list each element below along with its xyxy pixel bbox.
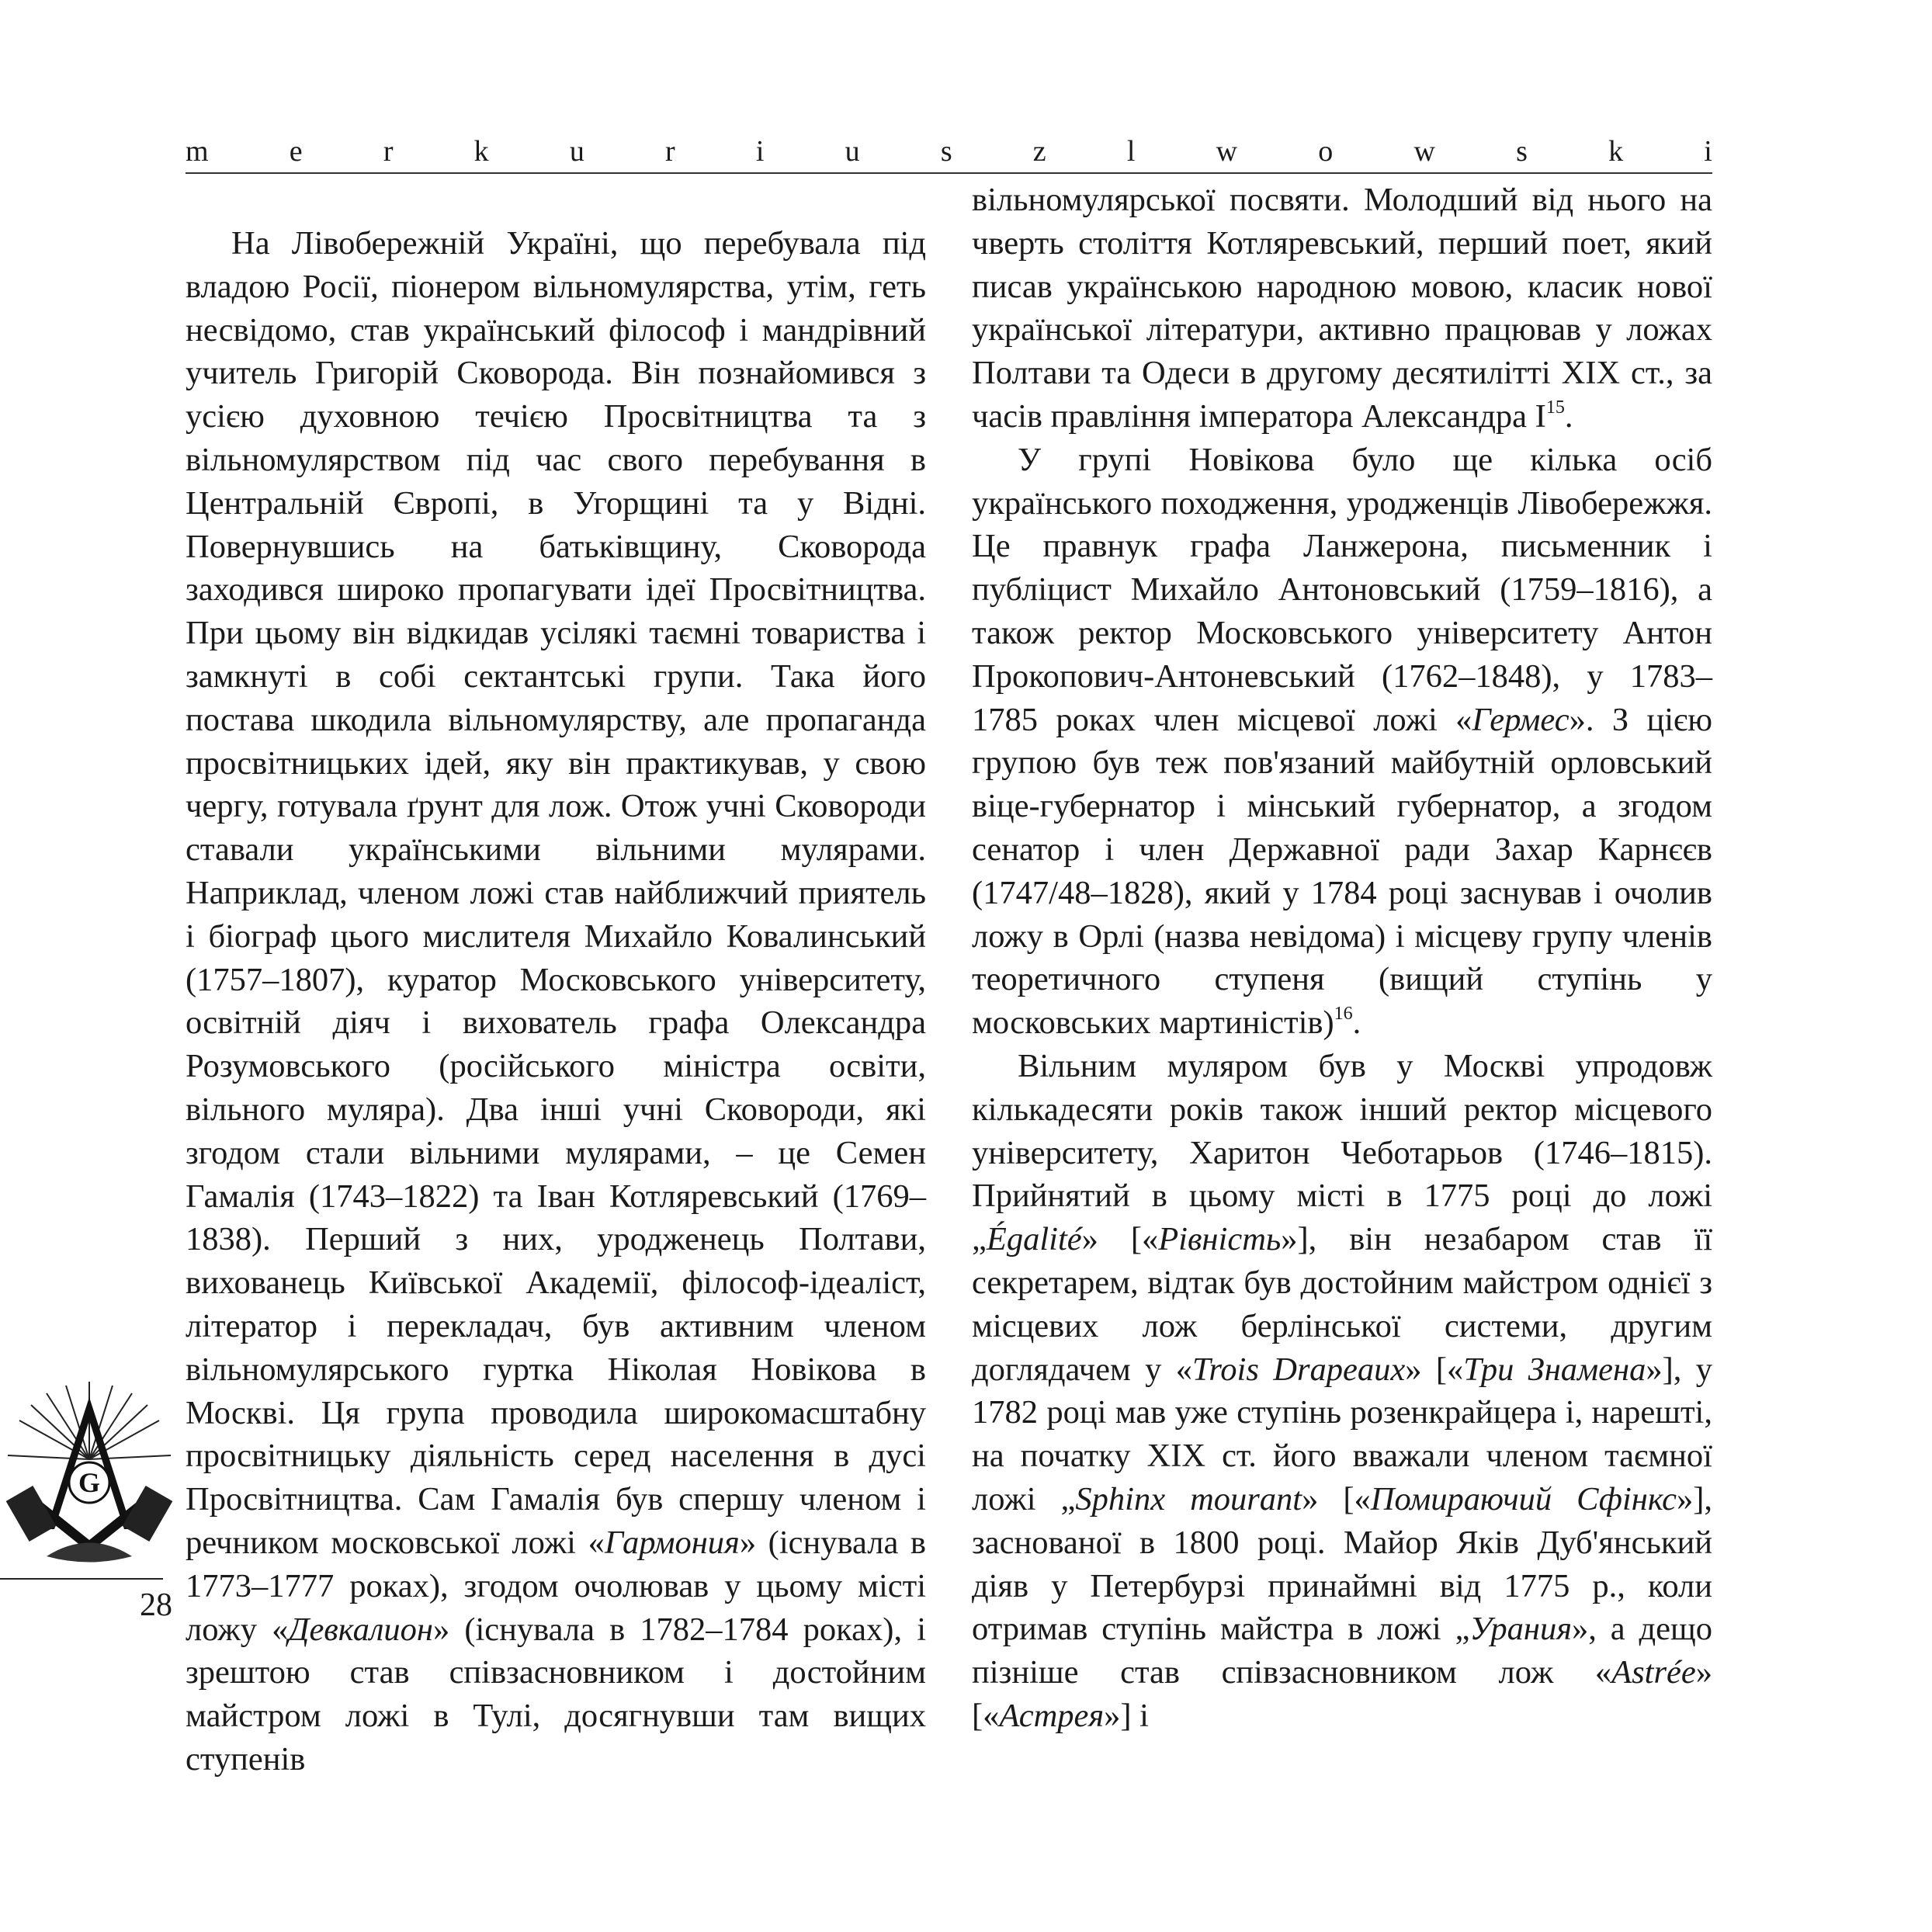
right-column (972, 179, 1713, 1734)
paragraph: вільномулярської посвяти. Молодший від нього на чверть століття Котляревський, перший поет, який писав українською народною мовою, класик нової української літератури, активно працював у ложах Полтави та Одеси в другому десятилітті XIX ст., за часів правління імператора Александра $I^{15}$. (972, 182, 1712, 435)
running-head-letter: r (383, 135, 394, 168)
running-head (186, 132, 1712, 171)
masonic-square-compass-icon (0, 1374, 179, 1576)
running-head-letter: r (665, 135, 675, 168)
running-head-letter: l (1126, 135, 1136, 168)
side-rule (0, 1578, 163, 1580)
running-head-letter: w (1413, 135, 1435, 168)
paragraph: На Лівобережній Україні, що перебувала під владою Росії, піонером вільномулярства, утім, геть несвідомо, став український філософ і мандрівний учитель Григорій Сковорода. Він познайомився з усією духовною течією Просвітництва та з вільномулярством під час свого перебування в Центральній Європі, в Угорщині та у Відні. Повернувшись на батьківщину, Сковорода заходився широко пропагувати ідеї Просвітництва. При цьому він відкидав усілякі таємні товариства і замкнуті в собі сектантські групи. Така його постава шкодила вільномулярству, але пропаганда просвітницьких ідей, яку він практикував, у свою чергу, готувала ґрунт для лож. Отож учні Сковороди ставали українськими вільними мулярами. Наприклад, членом ложі став найближчий приятель і біограф цього мислителя Михайло Ковалинський (1757–1807), куратор Московського університету, освітній діяч і вихователь графа Олександра Розумовського (російського міністра освіти, вільного муляра). Два інші учні Сковороди, які згодом стали вільними мулярами, – це Семен Гамалія (1743–1822) та Іван Котляревський (1769–1838). Перший з них, уродженець Полтави, вихованець Київської Академії, філософ-ідеаліст, літератор і перекладач, був активним членом вільномулярського гуртка Ніколая Новікова в Москві. Ця група проводила широкомасштабну просвітницьку діяльність серед населення в дусі Просвітництва. Сам Гамалія був спершу членом і речником московської ложі «Гармония» (існувала в 1773–1777 роках), згодом очолював у цьому місті ложу «Девкалион» (існувала в 1782–1784 роках), і зрештою став співзасновником і достойним майстром ложі в Тулі, досягнувши там вищих ступенів (186, 225, 927, 1778)
running-head-letter: z (1032, 135, 1046, 168)
running-head-letter: o (1318, 135, 1334, 168)
running-head-letter: i (755, 135, 765, 168)
header-rule (186, 172, 1712, 174)
running-head-letter: s (1516, 135, 1528, 168)
running-head-letter: u (845, 135, 860, 168)
emblem-letter: G (78, 1467, 101, 1498)
running-head-letter: k (473, 135, 489, 168)
page-number: 28 (140, 1587, 172, 1623)
running-head-letter: e (289, 135, 303, 168)
running-head-letter: m (186, 135, 209, 168)
paragraph: У групі Новікова було ще кілька осіб українського походження, уродженців Лівобережжя. Це правнук графа Ланжерона, письменник і публіцист Михайло Антоновський (1759–1816), а також ректор Московського університету Антон Прокопович-Антоневський (1762–1848), у 1783–1785 роках член місцевої ложі «Гермес». З цією групою був теж пов'язаний майбутній орловський віце-губернатор і мінський губернатор, а згодом сенатор і член Державної ради Захар Карнєєв (1747/48–1828), який у 1784 році заснував і очолив ложу в Орлі (назва невідома) і місцеву групу членів теоретичного ступеня (вищий ступінь у московських мартиністів)$^{16}$. (972, 441, 1713, 1042)
running-head-letter: i (1704, 135, 1712, 168)
running-head-letter: w (1216, 135, 1238, 168)
running-head-letter: k (1608, 135, 1624, 168)
footnote-ref-16: 16 (1334, 1004, 1353, 1025)
footnote-ref-15: 15 (1545, 397, 1565, 418)
paragraph: Вільним муляром був у Москві упродовж кількадесяти років також інший ректор місцевого університету, Харитон Чеботарьов (1746–1815). Прийнятий в цьому місті в 1775 році до ложі „Égalité» [«Рівність»], він незабаром став її секретарем, відтак був достойним майстром однієї з місцевих лож берлінської системи, другим доглядачем у «Trois Drapeaux» [«Три Знамена»], у 1782 році мав уже ступінь розенкрайцера і, нарешті, на початку XIX ст. його вважали членом таємної ложі „Sphinx mourant» [«Помираючий Сфінкс»], заснованої в 1800 році. Майор Яків Дуб'янський діяв у Петербурзі принаймні від 1775 р., коли отримав ступінь майстра в ложі „Урания», а дещо пізніше став співзасновником лож «Astrée» [«Астрея»] і (972, 1047, 1713, 1734)
running-head-letter: u (569, 135, 584, 168)
running-head-letter: s (940, 135, 952, 168)
left-column (186, 179, 927, 1778)
